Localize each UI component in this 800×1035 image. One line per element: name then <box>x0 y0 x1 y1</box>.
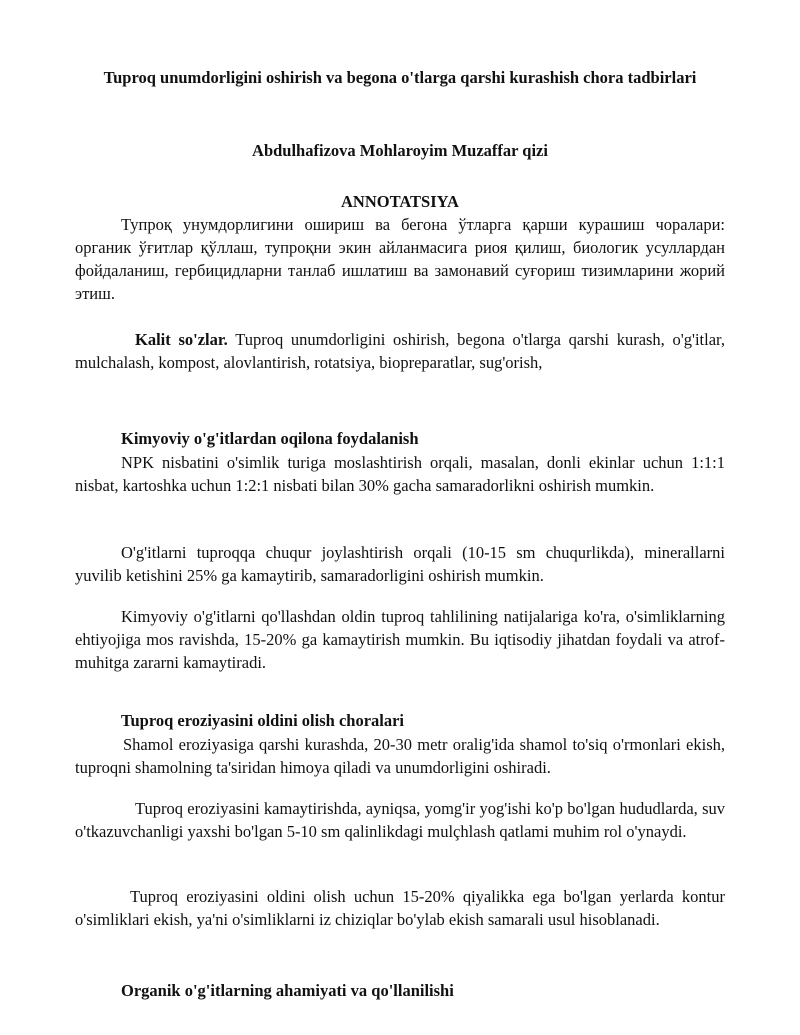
keywords-label: Kalit so'zlar. <box>135 330 228 349</box>
section-heading: Tuproq eroziyasini oldini olish choralari <box>121 711 405 730</box>
body-paragraph: Shamol eroziyasiga qarshi kurashda, 20-30 metr oralig'ida shamol to'siq o'rmonlari ekish, tuproqni shamolning ta'siridan himoya qiladi va unumdorligini oshiradi. <box>75 735 725 777</box>
section-heading: Organik o'g'itlarning ahamiyati va qo'llanilishi <box>121 981 454 1000</box>
body-paragraph: O'g'itlarni tuproqqa chuqur joylashtirish orqali (10-15 sm chuqurlikda), minerallarni yuvilib ketishini 25% ga kamaytirib, samaradorligini oshirish mumkin. <box>75 543 725 585</box>
body-paragraph: NPK nisbatini o'simlik turiga moslashtirish orqali, masalan, donli ekinlar uchun 1:1:1 nisbat, kartoshka uchun 1:2:1 nisbati bilan 30% gacha samaradorlikni oshirish mumkin. <box>75 453 725 495</box>
keywords-text: Tuproq unumdorligini oshirish, begona o'tlarga qarshi kurash, o'g'itlar, mulchalash, kompost, alovlantirish, rotatsiya, biopreparatlar, sug'orish, <box>75 330 725 372</box>
document-title: Tuproq unumdorligini oshirish va begona o'tlarga qarshi kurashish chora tadbirlari <box>103 68 697 87</box>
keywords-paragraph <box>75 328 725 374</box>
annotation-text: Тупроқ унумдорлигини ошириш ва бегона ўтларга қарши курашиш чоралари: органик ўғитлар қўллаш, тупроқни экин айланмасига риоя қилиш, биологик усуллардан фойдаланиш, гербицидларни танлаб ишлатиш ва замонавий суғориш тизимларини жорий этиш. <box>75 215 725 303</box>
body-paragraph: Tuproq eroziyasini kamaytirishda, ayniqsa, yomg'ir yog'ishi ko'p bo'lgan hududlarda, suv o'tkazuvchanligi yaxshi bo'lgan 5-10 sm qalinlikdagi mulçhlash qatlami muhim rol o'ynaydi. <box>75 799 725 841</box>
section-heading: Kimyoviy o'g'itlardan oqilona foydalanish <box>121 429 419 448</box>
body-paragraph: Kimyoviy o'g'itlarni qo'llashdan oldin tuproq tahlilining natijalariga ko'ra, o'simliklarning ehtiyojiga mos ravishda, 15-20% ga kamaytirish mumkin. Bu iqtisodiy jihatdan foydali va atrof-muhitga zararni kamaytiradi. <box>75 607 725 672</box>
annotation-heading: ANNOTATSIYA <box>341 192 459 211</box>
body-paragraph: Tuproq eroziyasini oldini olish uchun 15-20% qiyalikka ega bo'lgan yerlarda kontur o'simliklari ekish, ya'ni o'simliklarni iz chiziqlar bo'ylab ekish samarali usul hisoblanadi. <box>75 887 725 929</box>
author-name: Abdulhafizova Mohlaroyim Muzaffar qizi <box>252 141 548 160</box>
